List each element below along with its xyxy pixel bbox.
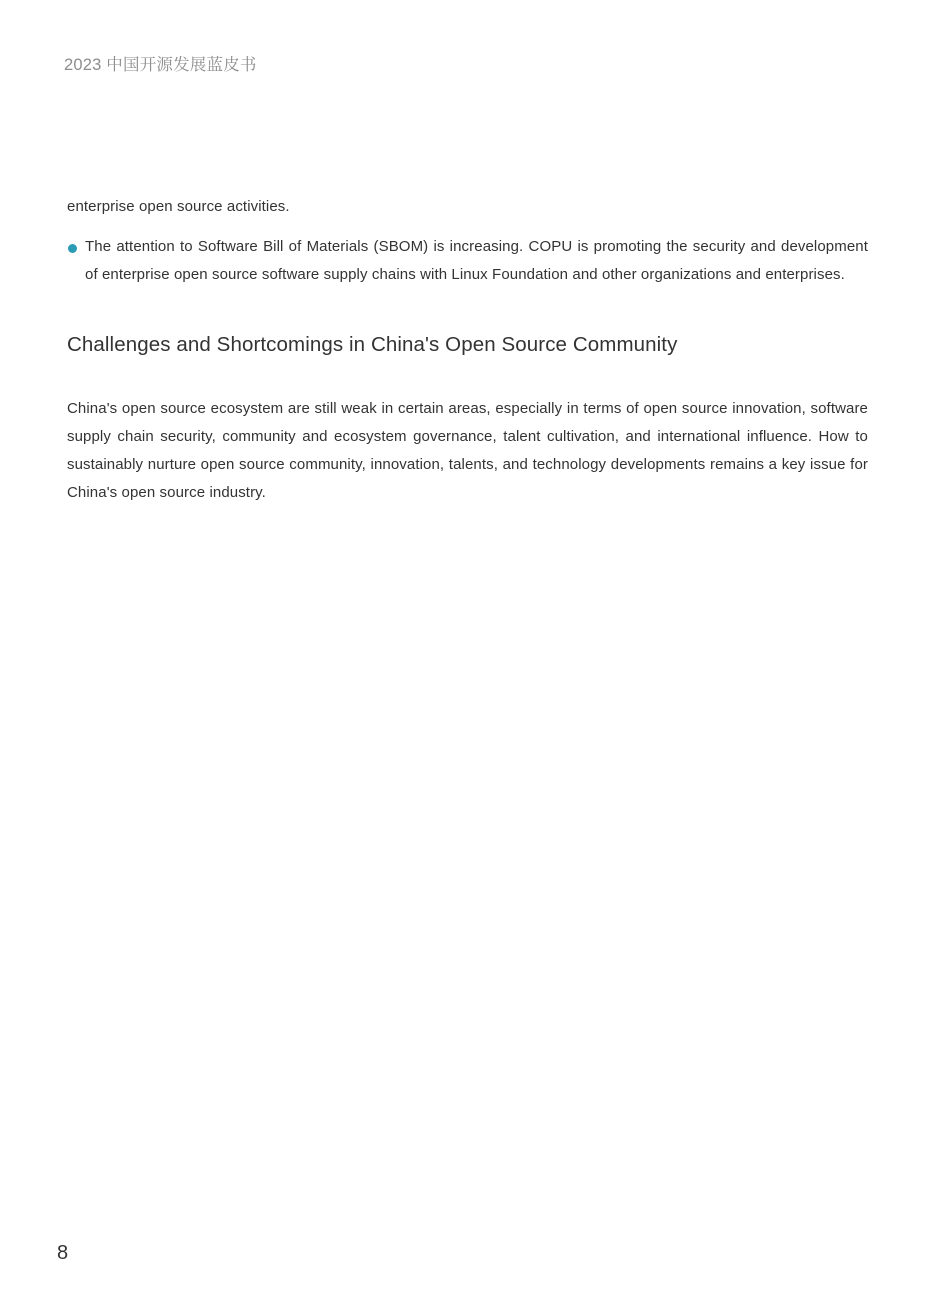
page-content: [67, 193, 868, 507]
continued-paragraph: enterprise open source activities.: [67, 198, 290, 215]
section-heading-block: [67, 330, 868, 360]
section-paragraph: China's open source ecosystem are still weak in certain areas, especially in terms of open source innovation, software supply chain security, community and ecosystem governance, talent cultivation, and international influence. How to sustainably nurture open source community, innovation, talents, and technology developments remains a key issue for China's open source industry.: [67, 400, 868, 501]
running-header: 2023 中国开源发展蓝皮书: [64, 56, 257, 74]
bullet-dot-icon: [68, 244, 77, 253]
bullet-item-text: The attention to Software Bill of Materials (SBOM) is increasing. COPU is promoting the security and development of enterprise open source software supply chains with Linux Foundation and other organizations and enterprises.: [85, 238, 868, 283]
page-number: 8: [57, 1242, 69, 1264]
section-heading: Challenges and Shortcomings in China's Open Source Community: [67, 333, 678, 356]
bullet-list-item: [67, 233, 868, 289]
